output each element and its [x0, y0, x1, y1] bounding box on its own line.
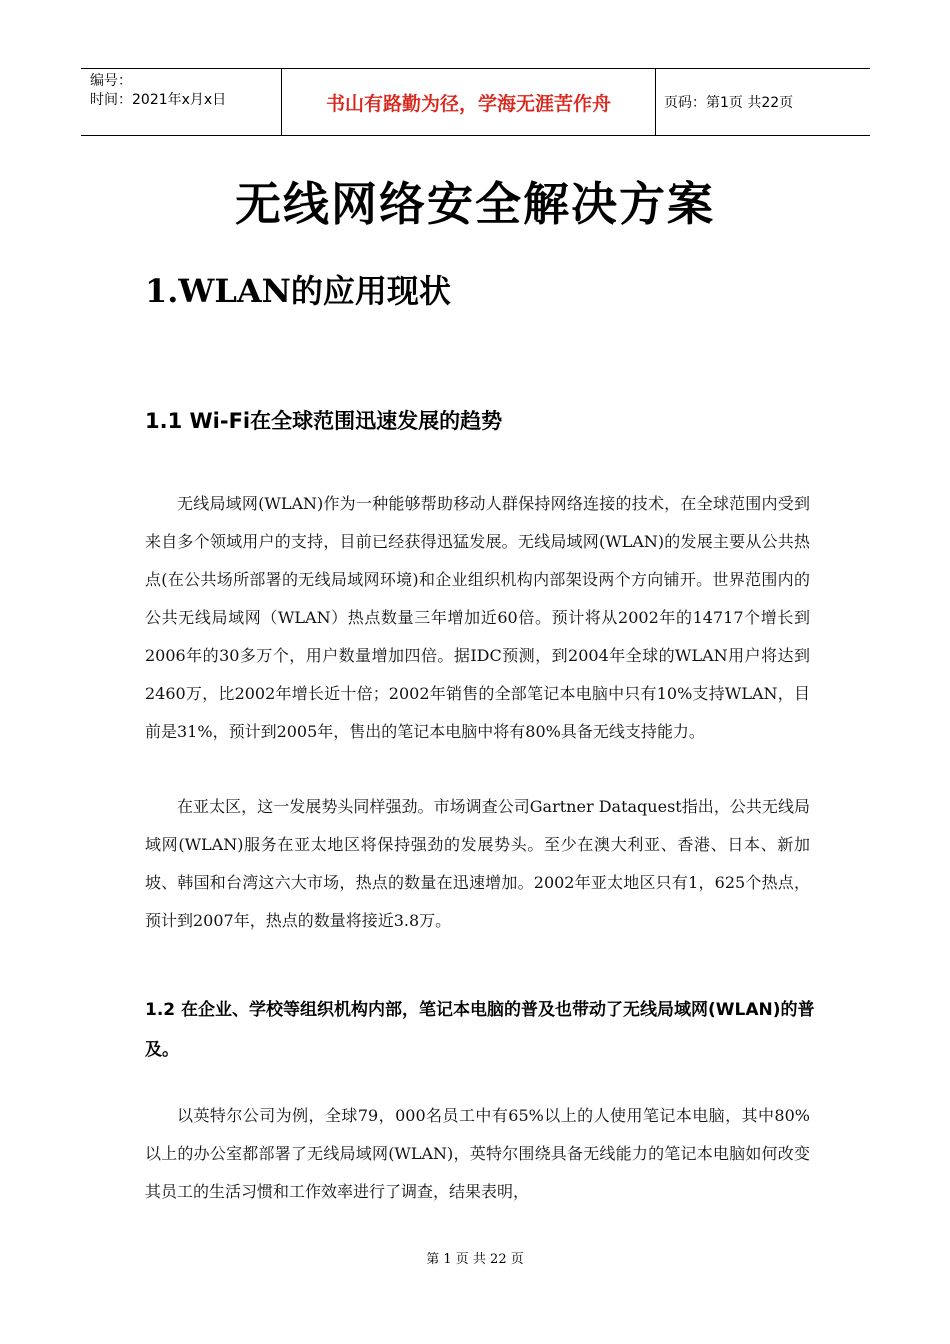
paragraph-3: 以英特尔公司为例，全球79，000名员工中有65%以上的人使用笔记本电脑，其中80%以上的办公室都部署了无线局域网(WLAN)，英特尔围绕具备无线能力的笔记本电脑如何改变其员工的生活习惯和工作效率进行了调查，结果表明， [145, 1106, 810, 1201]
header-page-info: 页码：第1页 共22页 [664, 95, 794, 111]
section-heading-1: 1.WLAN的应用现状 [145, 272, 451, 310]
header-motto: 书山有路勤为径，学海无涯苦作舟 [282, 69, 656, 135]
document-date: 时间：2021年x月x日 [90, 92, 227, 108]
paragraph-1: 无线局域网(WLAN)作为一种能够帮助移动人群保持网络连接的技术，在全球范围内受到来自多个领域用户的支持，目前已经获得迅猛发展。无线局域网(WLAN)的发展主要从公共热点(在公共场所部署的无线局域网环境)和企业组织机构内部架设两个方向铺开。世界范围内的公共无线局域网（WLAN）热点数量三年增加近60倍。预计将从2002年的14717个增长到2006年的30多万个，用户数量增加四倍。据IDC预测，到2004年全球的WLAN用户将达到2460万，比2002年增长近十倍；2002年销售的全部笔记本电脑中只有10%支持WLAN，目前是31%，预计到2005年，售出的笔记本电脑中将有80%具备无线支持能力。 [145, 494, 810, 741]
document-number-label: 编号： [90, 73, 132, 89]
section-heading-1-2: 1.2 在企业、学校等组织机构内部，笔记本电脑的普及也带动了无线局域网(WLAN)的普及。 [145, 1000, 815, 1060]
page-footer: 第 1 页 共 22 页 [426, 1252, 524, 1267]
paragraph-2: 在亚太区，这一发展势头同样强劲。市场调查公司Gartner Dataquest指出，公共无线局域网(WLAN)服务在亚太地区将保持强劲的发展势头。至少在澳大利亚、香港、日本、新加坡、韩国和台湾这六大市场，热点的数量在迅速增加。2002年亚太地区只有1，625个热点，预计到2007年，热点的数量将接近3.8万。 [145, 797, 810, 930]
section-heading-1-1: 1.1 Wi-Fi在全球范围迅速发展的趋势 [145, 409, 503, 433]
document-header [81, 68, 870, 136]
header-meta [81, 69, 282, 135]
document-title: 无线网络安全解决方案 [235, 177, 715, 231]
